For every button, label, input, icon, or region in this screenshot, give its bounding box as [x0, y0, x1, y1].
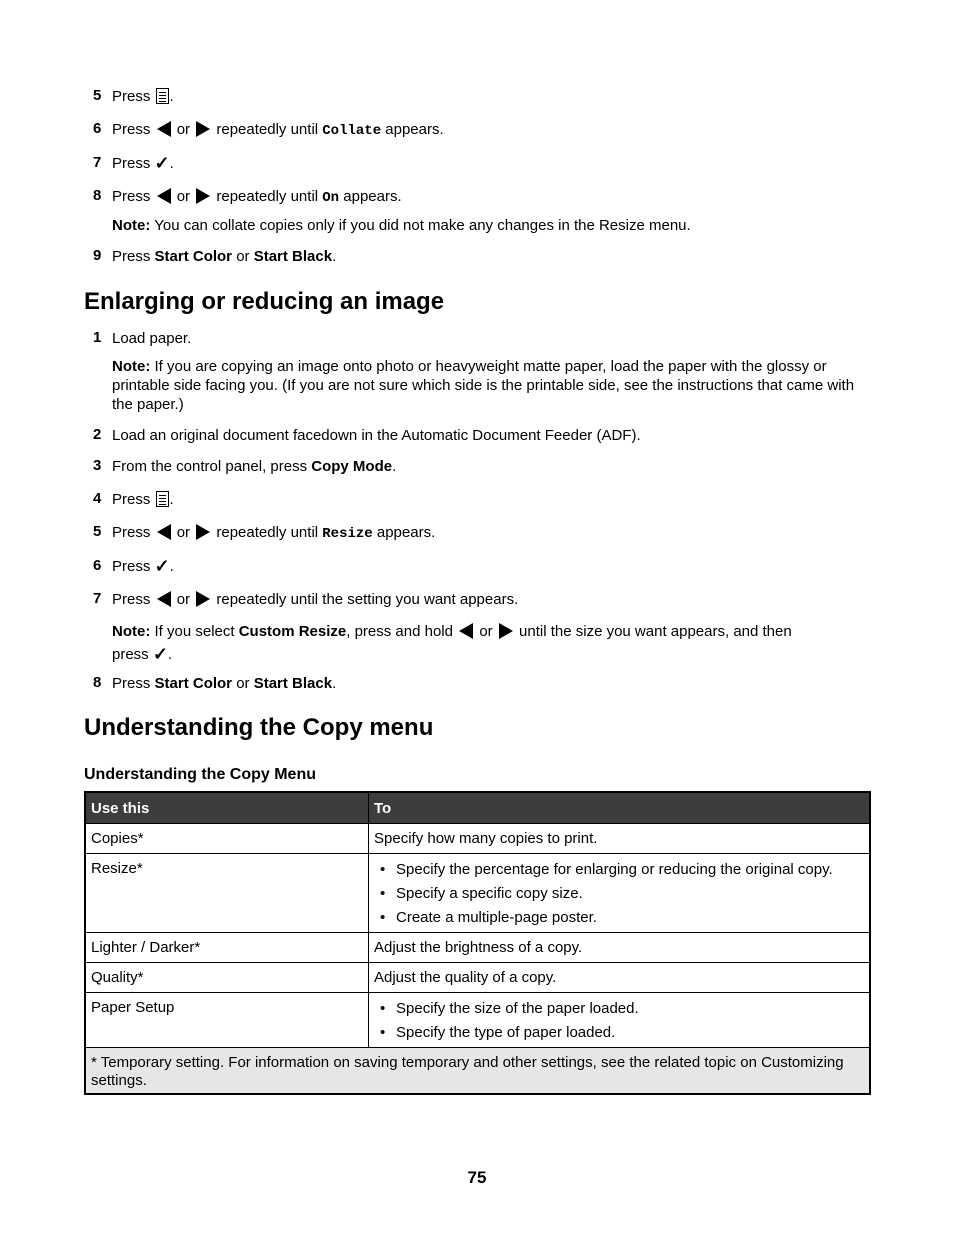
right-arrow-icon — [196, 188, 210, 204]
table-row — [85, 854, 870, 933]
left-arrow-icon — [459, 623, 473, 639]
table-caption: Understanding the Copy Menu — [84, 766, 316, 783]
cell-to: Adjust the quality of a copy. — [369, 963, 871, 993]
checkmark-icon: ✓ — [154, 153, 170, 173]
table-row — [85, 963, 870, 993]
copy-menu-table — [84, 791, 871, 1095]
list-item: • Specify the percentage for enlarging or reducing the original copy. — [396, 861, 864, 879]
left-arrow-icon — [157, 591, 171, 607]
right-arrow-icon — [499, 623, 513, 639]
list-item: • Specify a specific copy size. — [396, 885, 864, 903]
list-item: • Specify the size of the paper loaded. — [396, 1000, 864, 1018]
cell-use: Copies* — [85, 824, 369, 854]
cell-to — [369, 854, 871, 933]
menu-button-icon — [156, 491, 169, 507]
cell-use: Lighter / Darker* — [85, 933, 369, 963]
cell-to — [369, 993, 871, 1048]
table-footnote: * Temporary setting. For information on saving temporary and other settings, see the related topic on Customizing settings. — [85, 1048, 870, 1095]
section-title-copy-menu: Understanding the Copy menu — [84, 714, 434, 741]
note-collate: Note: You can collate copies only if you did not make any changes in the Resize menu. — [112, 217, 691, 234]
list-item: • Create a multiple-page poster. — [396, 909, 864, 927]
left-arrow-icon — [157, 121, 171, 137]
header-to: To — [369, 792, 871, 824]
note-photo-paper: Note: If you are copying an image onto photo or heavyweight matte paper, load the paper with the glossy or printable side facing you. (If you are not sure which side is the printable side, see the instructions that came with the paper.) — [112, 358, 855, 413]
bullet-list — [374, 1000, 864, 1042]
cell-use: Quality* — [85, 963, 369, 993]
note-custom-resize: Note: If you select Custom Resize, press and hold or until the size you want appears, and then press ✓. — [112, 623, 792, 664]
table-row — [85, 824, 870, 854]
header-use-this: Use this — [85, 792, 369, 824]
page-number: 75 — [467, 1168, 487, 1187]
checkmark-icon: ✓ — [152, 644, 168, 664]
checkmark-icon: ✓ — [154, 556, 170, 576]
table-row — [85, 993, 870, 1048]
cell-to: Adjust the brightness of a copy. — [369, 933, 871, 963]
list-item: • Specify the type of paper loaded. — [396, 1024, 864, 1042]
cell-use: Resize* — [85, 854, 369, 933]
right-arrow-icon — [196, 121, 210, 137]
bullet-list — [374, 861, 864, 927]
left-arrow-icon — [157, 188, 171, 204]
section-title-enlarging: Enlarging or reducing an image — [84, 288, 445, 315]
menu-button-icon — [156, 88, 169, 104]
left-arrow-icon — [157, 524, 171, 540]
table-footer-row — [85, 1048, 870, 1095]
table-row — [85, 933, 870, 963]
cell-use: Paper Setup — [85, 993, 369, 1048]
right-arrow-icon — [196, 524, 210, 540]
table-header-row — [85, 792, 870, 824]
right-arrow-icon — [196, 591, 210, 607]
cell-to: Specify how many copies to print. — [369, 824, 871, 854]
